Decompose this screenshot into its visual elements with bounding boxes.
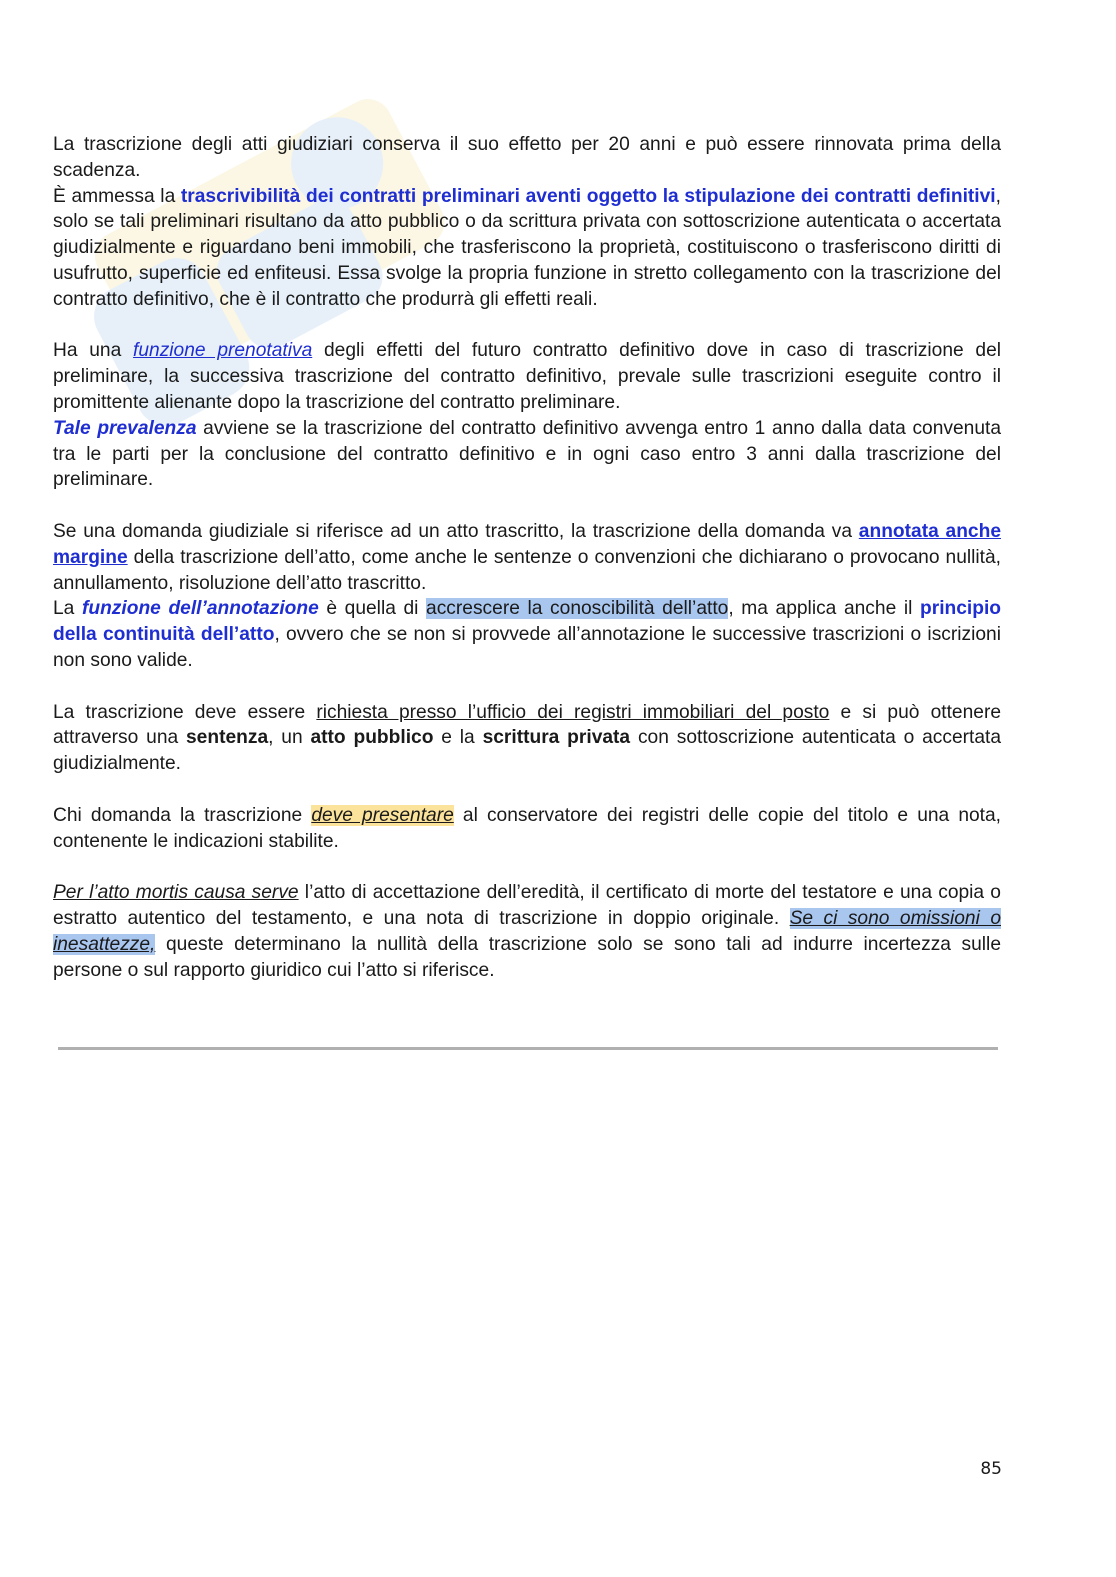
- emphasis-funzione-annotazione: funzione dell’annotazione: [81, 598, 319, 620]
- highlight-omissioni: Se ci sono omissioni o inesattezze,: [53, 907, 1001, 955]
- underline-ufficio-registri: richiesta presso l’ufficio dei registri immobiliari del posto: [316, 701, 830, 723]
- paragraph-9: Per l’atto mortis causa serve l’atto di accettazione dell’eredità, il certificato di morte del testatore e una copia o estratto autentico del testamento, e una nota di trascrizione in doppio originale. Se ci sono omissioni o inesattezze, queste determinano la nullità della trascrizione solo se sono tali ad indurre incertezza sulle persone o sul rapporto giuridico cui l’atto si riferisce.: [53, 882, 1001, 981]
- highlight-deve-presentare: deve presentare: [311, 804, 454, 826]
- bold-scrittura-privata: scrittura privata: [482, 727, 631, 749]
- bold-sentenza: sentenza: [186, 727, 269, 749]
- paragraph-8: Chi domanda la trascrizione deve presentare al conservatore dei registri delle copie del titolo e una nota, contenente le indicazioni stabilite.: [53, 804, 1002, 852]
- document-body: [53, 132, 1001, 1009]
- paragraph-5: Se una domanda giudiziale si riferisce ad un atto trascritto, la trascrizione della domanda va annotata anche margine della trascrizione dell’atto, come anche le sentenze o convenzioni che dichiarano o provocano nullità, annullamento, risoluzione dell’atto trascritto. La funzione dell’annotazione è quella di accrescere la conoscibilità dell’atto, ma applica anche il principio della continuità dell’atto, ovvero che se non si provvede all’annotazione le successive trascrizioni o iscrizioni non sono valide.: [53, 520, 1002, 671]
- highlight-conoscibilita: accrescere la conoscibilità dell’atto: [426, 598, 729, 620]
- horizontal-rule: [58, 1047, 998, 1050]
- emphasis-preliminari: trascrivibilità dei contratti preliminari aventi oggetto la stipulazione dei contratti definitivi: [180, 185, 996, 207]
- emphasis-annotata: annotata anche margine: [53, 520, 1001, 568]
- paragraph-7: La trascrizione deve essere richiesta presso l’ufficio dei registri immobiliari del posto e si può ottenere attraverso una sentenza, un atto pubblico e la scrittura privata con sottoscrizione autenticata o accertata giudizialmente.: [53, 701, 1002, 775]
- emphasis-continuita: principio della continuità dell’atto: [53, 598, 1002, 646]
- emphasis-tale-prevalenza: Tale prevalenza: [53, 417, 197, 439]
- emphasis-funzione-prenotativa: funzione prenotativa: [133, 340, 313, 362]
- bold-atto-pubblico: atto pubblico: [310, 727, 434, 749]
- paragraph-3: Ha una funzione prenotativa degli effetti del futuro contratto definitivo dove in caso di trascrizione del preliminare, la successiva trascrizione del contratto definitivo, prevale sulle trascrizioni eseguite contro il promittente alienante dopo la trascrizione del contratto preliminare. Tale prevalenza avviene se la trascrizione del contratto definitivo avvenga entro 1 anno dalla data convenuta tra le parti per la conclusione del contratto definitivo e in ogni caso entro 3 anni dalla trascrizione del preliminare.: [53, 340, 1002, 491]
- paragraph-1: La trascrizione degli atti giudiziari conserva il suo effetto per 20 anni e può essere rinnovata prima della scadenza. È ammessa la trascrivibilità dei contratti preliminari aventi oggetto la stipulazione dei contratti definitivi, solo se tali preliminari risultano da atto pubblico o da scrittura privata con sottoscrizione autenticata o accertata giudizialmente e riguardano beni immobili, che trasferiscono la proprietà, costituiscono o trasferiscono diritti di usufrutto, superficie ed enfiteusi. Essa svolge la propria funzione in stretto collegamento con la trascrizione del contratto definitivo, che è il contratto che produrrà gli effetti reali.: [53, 134, 1001, 310]
- emphasis-mortis-causa: Per l’atto mortis causa serve: [53, 882, 299, 904]
- page-number: 85: [980, 1459, 1002, 1479]
